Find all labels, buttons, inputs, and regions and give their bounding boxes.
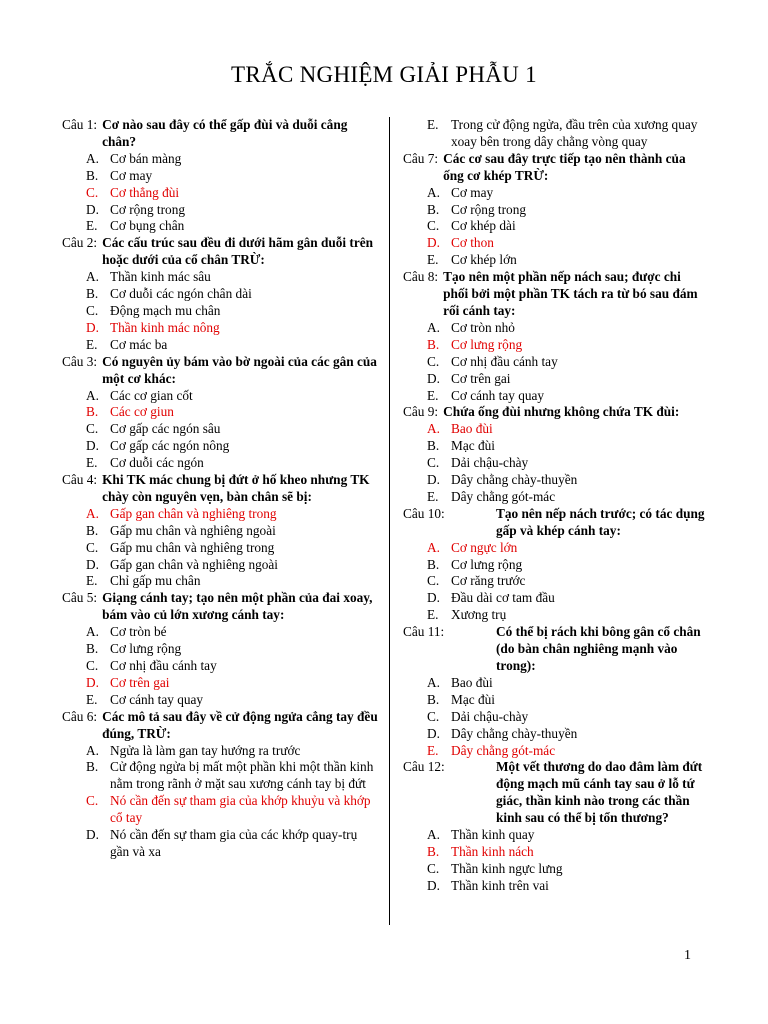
option-text: Thần kinh mác sâu [110,269,211,285]
answer-option [403,726,708,743]
question-text: Các cơ sau đây trực tiếp tạo nên thành của ống cơ khép TRỪ: [443,150,686,183]
answer-option [403,354,708,371]
answer-option [62,557,378,574]
question-stem [62,709,378,743]
option-letter: B. [427,556,440,572]
column-divider [389,117,390,925]
answer-option [403,388,708,405]
option-text: Dây chằng chày-thuyền [451,472,578,488]
question-block [403,759,708,894]
question-block [403,404,708,505]
answer-option-correct [62,506,378,523]
question-number: Câu 7: [403,150,439,166]
answer-option [62,438,378,455]
question-number: Câu 12: [403,759,445,775]
option-letter: D. [86,319,99,335]
option-letter: D. [86,438,99,454]
option-text: Cơ trên gai [451,370,511,386]
question-text: Có nguyên ủy bám vào bờ ngoài của các gân của một cơ khác: [102,353,377,386]
question-text: Các cấu trúc sau đều đi dưới hãm gân duỗi trên hoặc dưới của cổ chân TRỪ: [102,235,374,268]
option-letter: B. [86,286,99,302]
question-text: Chứa ống đùi nhưng không chứa TK đùi: [443,404,680,420]
option-letter: C. [427,708,440,724]
answer-option-correct [62,675,378,692]
option-letter: A. [86,269,99,285]
answer-option [403,320,708,337]
option-text: Dải chậu-chày [451,455,529,471]
option-letter: D. [427,725,440,741]
question-stem [403,404,708,421]
option-letter: C. [86,539,99,555]
left-column [62,117,378,861]
answer-option [403,861,708,878]
option-letter: A. [86,387,99,403]
option-text: Cơ may [451,184,494,200]
question-block [62,235,378,353]
question-text: Có thể bị rách khi bông gân cổ chân (do bàn chân nghiêng mạnh vào trong): [496,624,701,673]
option-text: Gấp mu chân và nghiêng trong [110,539,275,555]
option-text: Động mạch mu chân [110,302,221,318]
page-title: TRẮC NGHIỆM GIẢI PHẪU 1 [231,62,537,87]
question-number: Câu 3: [62,353,98,369]
option-letter: B. [427,691,440,707]
answer-option [62,218,378,235]
answer-option [403,709,708,726]
option-text: Các cơ giun [110,404,174,420]
option-text: Bao đùi [451,421,493,437]
answer-option [403,573,708,590]
question-text: Tạo nên một phần nếp nách sau; được chi phối bởi một phần TK tách ra từ bó sau đám rối cánh tay: [443,269,698,318]
option-letter: B. [427,201,440,217]
option-text: Cơ duỗi các ngón [110,455,204,471]
option-letter: B. [86,641,99,657]
question-number: Câu 4: [62,472,98,488]
option-text: Cơ khép dài [451,218,516,234]
option-text: Xương trụ [451,607,507,623]
question-stem [62,117,378,151]
answer-option [62,168,378,185]
option-letter: A. [427,674,440,690]
answer-option [62,692,378,709]
answer-option [403,202,708,219]
option-letter: C. [86,184,99,200]
question-number: Câu 11: [403,624,445,640]
answer-option [62,759,378,793]
answer-option-correct [403,235,708,252]
option-letter: C. [427,860,440,876]
option-letter: B. [427,438,440,454]
answer-option [62,540,378,557]
option-text: Cơ nhị đầu cánh tay [451,353,558,369]
option-text: Đầu dài cơ tam đầu [451,590,555,606]
option-text: Dải chậu-chày [451,708,529,724]
question-text: Giạng cánh tay; tạo nên một phần của đai xoay, bám vào củ lớn xương cánh tay: [102,590,373,623]
option-text: Trong cử động ngửa, đầu trên của xương quay xoay bên trong dây chằng vòng quay [451,117,698,149]
option-letter: B. [427,336,440,352]
answer-option [62,202,378,219]
question-stem [403,151,708,185]
option-text: Cơ cánh tay quay [110,691,204,707]
answer-option-correct [62,185,378,202]
option-letter: E. [427,117,439,132]
option-letter: A. [427,421,440,437]
question-number: Câu 9: [403,404,439,420]
question-block [62,472,378,590]
answer-option [62,641,378,658]
answer-option [403,590,708,607]
option-letter: E. [427,742,439,758]
option-text: Cơ lưng rộng [110,641,182,657]
option-letter: C. [86,302,99,318]
answer-option [62,337,378,354]
option-letter: A. [86,624,99,640]
option-text: Thần kinh mác nông [110,319,220,335]
question-stem [62,590,378,624]
option-text: Cơ rộng trong [451,201,526,217]
option-text: Gấp gan chân và nghiêng trong [110,505,277,521]
option-text: Cơ gấp các ngón nông [110,438,230,454]
answer-option [62,523,378,540]
option-letter: D. [427,235,440,251]
option-letter: A. [427,827,440,843]
option-letter: B. [86,167,99,183]
answer-option [403,557,708,574]
answer-option [403,438,708,455]
option-letter: E. [86,573,98,589]
option-text: Cơ thẳng đùi [110,184,180,200]
option-text: Cơ nhị đầu cánh tay [110,658,217,673]
option-text: Cơ trên gai [110,674,170,690]
option-letter: E. [427,252,439,268]
question-block [403,506,708,624]
option-text: Cơ rộng trong [110,201,185,217]
answer-option [403,252,708,269]
question-number: Câu 5: [62,590,98,606]
option-letter: D. [427,877,440,893]
option-text: Các cơ gian cốt [110,387,193,403]
option-letter: C. [86,793,99,809]
option-text: Cử động ngửa bị mất một phần khi một thần kinh nằm trong rãnh ở mặt sau xương cánh tay bị đứt [110,759,374,792]
option-text: Cơ khép lớn [451,252,517,268]
question-stem [62,472,378,506]
question-stem [62,235,378,269]
option-text: Nó cần đến sự tham gia của khớp khuỷu và khớp cổ tay [110,793,371,826]
option-letter: C. [427,455,440,471]
option-letter: B. [427,843,440,859]
option-text: Cơ thon [451,235,494,251]
option-letter: D. [86,674,99,690]
question-text: Khi TK mác chung bị đứt ở hố kheo nhưng TK chày còn nguyên vẹn, bàn chân sẽ bị: [102,472,370,504]
option-letter: E. [427,488,439,504]
option-letter: A. [427,539,440,555]
option-text: Dây chằng chày-thuyền [451,725,578,741]
question-text: Cơ nào sau đây có thể gấp đùi và duỗi cẳng chân? [102,117,348,149]
option-letter: C. [427,218,440,234]
answer-option-correct [403,421,708,438]
option-text: Ngửa là làm gan tay hướng ra trước [110,742,301,758]
question-text: Một vết thương do dao đâm làm đứt động mạch mũ cánh tay sau ở lỗ tứ giác, thần kinh nào trong các thần kinh sau có thể bị tổn thương? [496,759,703,826]
question-block [403,624,708,759]
option-letter: B. [86,404,99,420]
option-letter: D. [86,201,99,217]
option-text: Cơ duỗi các ngón chân dài [110,286,252,302]
option-text: Thần kinh ngực lưng [451,860,563,876]
answer-option [403,675,708,692]
option-text: Cơ bán màng [110,150,182,166]
option-letter: C. [427,353,440,369]
option-text: Mạc đùi [451,438,495,454]
answer-option [62,151,378,168]
option-text: Bao đùi [451,674,493,690]
option-text: Mạc đùi [451,691,495,707]
answer-option-correct [403,844,708,861]
answer-option [62,624,378,641]
option-letter: A. [86,150,99,166]
answer-option [403,827,708,844]
question-block [62,590,378,708]
question-stem [403,269,708,320]
answer-option [403,692,708,709]
answer-option-correct [403,540,708,557]
answer-option [403,878,708,895]
option-text: Chỉ gấp mu chân [110,573,201,589]
option-letter: B. [86,759,99,775]
option-letter: E. [86,455,98,471]
option-letter: A. [427,184,440,200]
answer-option [62,388,378,405]
question-block [403,269,708,404]
option-text: Cơ tròn nhỏ [451,319,515,335]
option-letter: E. [86,336,98,352]
option-letter: E. [427,387,439,403]
page-number: 1 [684,948,691,963]
answer-option [403,371,708,388]
answer-option [62,658,378,675]
question-number: Câu 6: [62,708,98,724]
answer-option [403,607,708,624]
option-letter: D. [86,827,99,843]
option-text: Cơ bụng chân [110,218,185,234]
question-stem [403,624,708,675]
option-letter: D. [427,590,440,606]
answer-option-correct [403,743,708,760]
answer-option-correct [62,793,378,827]
option-text: Dây chằng gót-mác [451,742,556,758]
question-text: Tạo nên nếp nách trước; có tác dụng gấp và khép cánh tay: [496,505,705,538]
question-block [62,354,378,472]
option-text: Cơ ngực lớn [451,539,518,555]
option-text: Cơ may [110,167,153,183]
option-text: Dây chằng gót-mác [451,488,556,504]
answer-option-correct [62,320,378,337]
answer-option [403,218,708,235]
question-block [62,117,378,235]
answer-option [62,269,378,286]
answer-option-correct [62,404,378,421]
option-letter: E. [86,691,98,707]
question-number: Câu 8: [403,269,439,285]
question-block [62,709,378,861]
option-letter: A. [86,505,99,521]
option-letter: A. [86,742,99,758]
question-number: Câu 10: [403,505,445,521]
option-letter: D. [86,556,99,572]
question-number: Câu 2: [62,235,98,251]
option-text: Thần kinh nách [451,843,534,859]
option-text: Cơ răng trước [451,573,526,589]
option-text: Cơ tròn bé [110,624,167,640]
question-block [403,151,708,269]
option-text: Nó cần đến sự tham gia của các khớp quay-trụ gần và xa [110,827,358,859]
option-text: Cơ lưng rộng [451,336,523,352]
answer-option [62,286,378,303]
answer-option [403,489,708,506]
question-stem [403,506,708,540]
option-text: Cơ mác ba [110,336,168,352]
option-letter: C. [86,421,99,437]
answer-option [62,573,378,590]
option-text: Cơ cánh tay quay [451,387,545,403]
option-text: Thần kinh quay [451,827,535,843]
question-number: Câu 1: [62,117,98,132]
answer-option [62,743,378,760]
answer-option-correct [403,337,708,354]
option-letter: E. [427,607,439,623]
option-letter: D. [427,370,440,386]
answer-option [403,472,708,489]
option-letter: D. [427,472,440,488]
option-text: Cơ lưng rộng [451,556,523,572]
right-column [403,117,708,895]
question-stem [62,354,378,388]
question-text: Các mô tả sau đây về cử động ngửa cẳng tay đều đúng, TRỪ: [102,708,378,741]
option-text: Thần kinh trên vai [451,877,549,893]
option-text: Gấp gan chân và nghiêng ngoài [110,556,279,572]
answer-option [62,827,378,861]
answer-option [403,117,708,151]
answer-option [62,455,378,472]
option-letter: C. [86,658,99,673]
option-letter: E. [86,218,98,234]
option-letter: C. [427,573,440,589]
answer-option [62,421,378,438]
option-letter: B. [86,522,99,538]
answer-option [403,185,708,202]
option-letter: A. [427,319,440,335]
option-text: Cơ gấp các ngón sâu [110,421,221,437]
answer-option [403,455,708,472]
option-text: Gấp mu chân và nghiêng ngoài [110,522,276,538]
question-stem [403,759,708,827]
answer-option [62,303,378,320]
